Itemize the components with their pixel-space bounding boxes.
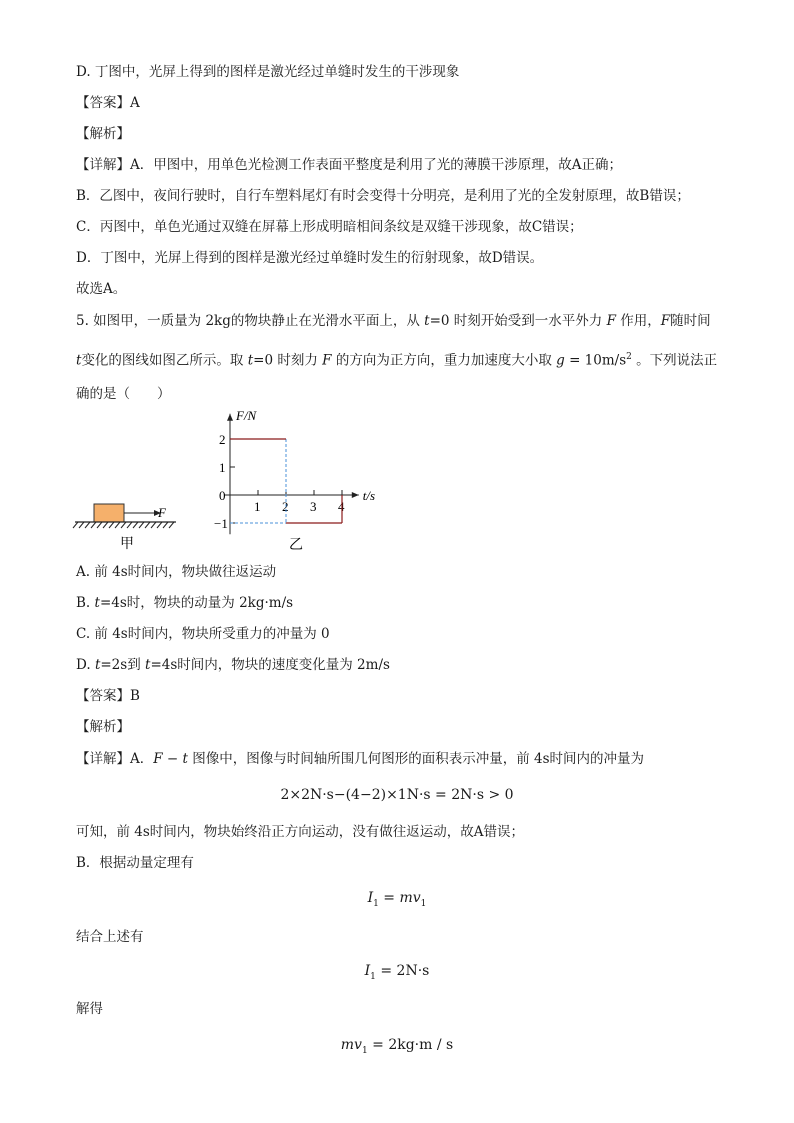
analysis-heading: 【解析】 <box>76 719 130 735</box>
hatch-mark <box>91 522 96 528</box>
detail-b-prev: B．乙图中，夜间行驶时，自行车塑料尾灯有时会变得十分明亮，是利用了光的全发射原理，故B错误； <box>76 188 690 204</box>
hatch-mark <box>97 522 102 528</box>
hatch-mark <box>79 522 84 528</box>
hatch-mark <box>163 522 168 528</box>
origin-label: 0 <box>219 488 226 503</box>
figure-yi-chart <box>214 408 375 534</box>
hatch-mark <box>139 522 144 528</box>
x-tick-label: 4 <box>338 499 345 514</box>
detail-d-prev: D．丁图中，光屏上得到的图样是激光经过单缝时发生的衍射现象，故D错误。 <box>76 250 544 266</box>
x-tick-label: 3 <box>310 499 317 514</box>
hatch-mark <box>145 522 150 528</box>
figure-jia-label: 甲 <box>120 537 134 552</box>
answer: 【答案】B <box>76 688 140 704</box>
detail-c-prev: C．丙图中，单色光通过双缝在屏幕上形成明暗相间条纹是双缝干涉现象，故C错误； <box>76 219 583 235</box>
option-d[interactable]: D. t=2s到 t=4s时间内，物块的速度变化量为 2m/s <box>76 657 390 673</box>
option-b[interactable]: B. t=4s时，物块的动量为 2kg·m/s <box>76 595 294 611</box>
hatch-mark <box>115 522 120 528</box>
equation-momentum-theorem: $I_1 = mv_1$ <box>367 890 427 909</box>
hatch-mark <box>103 522 108 528</box>
option-d-prev: D. 丁图中，光屏上得到的图样是激光经过单缝时发生的干涉现象 <box>76 64 460 80</box>
y-axis-label: F/N <box>236 407 257 423</box>
detail-a-prev: 【详解】A．甲图中，用单色光检测工作表面平整度是利用了光的薄膜干涉原理，故A正确； <box>76 157 622 173</box>
force-label: F <box>158 505 166 520</box>
option-a[interactable]: A. 前 4s时间内，物块做往返运动 <box>76 564 277 580</box>
question-5-line3: 确的是（ ） <box>76 386 171 402</box>
hatch-mark <box>73 522 78 528</box>
y-tick-label: −1 <box>214 516 228 531</box>
equation-impulse-value: $I_1 = 2N\cdot s$ <box>364 963 430 982</box>
conclusion-prev: 故选A。 <box>76 281 127 297</box>
figure-yi-label: 乙 <box>289 538 303 553</box>
hatch-mark <box>127 522 132 528</box>
hatch-mark <box>151 522 156 528</box>
y-tick-label: 1 <box>219 460 226 475</box>
figure-jia <box>73 504 176 552</box>
analysis-heading-prev: 【解析】 <box>76 126 130 142</box>
detail-b: B．根据动量定理有 <box>76 855 194 871</box>
question-5-line2: t变化的图线如图乙所示。取 t=0 时刻力 F 的方向为正方向，重力加速度大小取 $g = 10m/s^2$ 。下列说法正 <box>76 352 718 369</box>
x-axis-arrow <box>352 492 359 498</box>
figure <box>70 405 400 555</box>
hatch-mark <box>169 522 174 528</box>
ground-hatching <box>73 522 174 528</box>
hatch-mark <box>157 522 162 528</box>
hatch-mark <box>85 522 90 528</box>
detail-combine: 结合上述有 <box>76 929 144 945</box>
detail-a-conclusion: 可知，前 4s时间内，物块始终沿正方向运动，没有做往返运动，故A错误； <box>76 824 525 840</box>
detail-solve: 解得 <box>76 1001 103 1017</box>
question-5-line1: 5. 如图甲，一质量为 2kg的物块静止在光滑水平面上，从 t=0 时刻开始受到一水平外力 F 作用，F随时间 <box>76 313 711 329</box>
y-axis-arrow <box>227 414 233 421</box>
answer-prev: 【答案】A <box>76 95 140 111</box>
option-c[interactable]: C. 前 4s时间内，物块所受重力的冲量为 0 <box>76 626 330 642</box>
hatch-mark <box>133 522 138 528</box>
equation-impulse: 2×2N·s−(4−2)×1N·s = 2N·s > 0 <box>280 787 514 803</box>
y-tick-label: 2 <box>219 432 226 447</box>
block <box>94 504 124 522</box>
hatch-mark <box>109 522 114 528</box>
x-tick-label: 2 <box>282 499 289 514</box>
hatch-mark <box>121 522 126 528</box>
x-axis-label: t/s <box>362 488 376 503</box>
equation-momentum-value: $mv_1 = 2kg\cdot m / s$ <box>340 1037 454 1056</box>
detail-a: 【详解】A．F − t 图像中，图像与时间轴所围几何图形的面积表示冲量，前 4s时间内的冲量为 <box>76 751 645 767</box>
x-tick-label: 1 <box>254 499 261 514</box>
